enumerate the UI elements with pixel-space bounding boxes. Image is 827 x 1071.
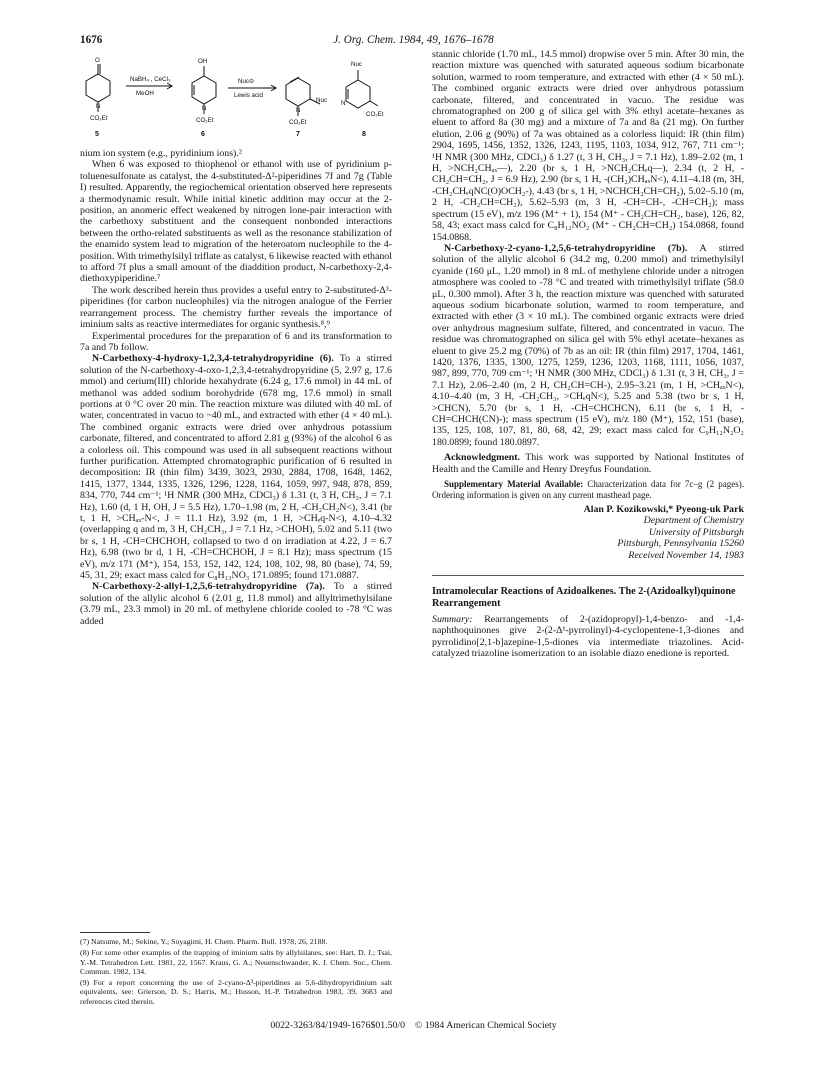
copyright-line: 0022-3263/84/1949-1676$01.50/0 © 1984 American Chemical Society: [270, 1020, 557, 1031]
ring-7: [286, 78, 310, 106]
affiliation-university: University of Pittsburgh: [648, 526, 744, 538]
procedure-heading: N-Carbethoxy-2-allyl-1,2,5,6-tetrahydropyridine (7a).: [92, 581, 325, 593]
procedure-paragraph: [432, 243, 744, 448]
nuc-label-7: Nuc: [316, 97, 328, 104]
summary-label: Summary:: [432, 614, 473, 626]
co2et-label-8: CO₂Et: [366, 111, 384, 118]
n-label-6: N: [202, 105, 207, 112]
acknowledgment: [432, 452, 744, 475]
n-label-5: N: [96, 103, 101, 110]
co2et-label-7: CO₂Et: [289, 119, 307, 126]
procedure-heading: N-Carbethoxy-2-cyano-1,2,5,6-tetrahydropyridine (7b).: [444, 242, 688, 254]
summary-text: Rearrangements of 2-(azidopropyl)-1,4-benzo- and -1,4-naphthoquinones give 2-(2-Δ¹-pyrrolinyl)-4-cyclopentene-1,3-diones and pyrrolidino[2,1-b]azepine-1,5-diones via intermediate triazolines. Acid-catalyzed triazoline isomerization to an isolable diazo enedione is reported.: [432, 614, 744, 660]
page-number: 1676: [80, 34, 103, 46]
paragraph: When 6 was exposed to thiophenol or ethanol with use of pyridinium p-toluenesulfonate as catalyst, the 4-substituted-Δ²-piperidines 7f and 7g (Table I) resulted. Apparently, the regiochemical orientation observed here represents a thermodynamic result. While initial kinetic addition may occur at the 2-position, an anomeric effect weakened by nitrogen lone-pair interaction with the carbethoxy substituent and the consequent nonbonded interactions between the ortho-related substituents as well as the resonance stabilization of the enamido system lead to migration of the heteroatom nucleophile to the 4-position. With trimethylsilyl triflate as catalyst, 6 likewise reacted with ethanol to afford 7f plus a small amount of the diaddition product, N-carbethoxy-2,4-diethoxypiperidine.⁷: [80, 159, 392, 285]
n-label-8: N: [341, 100, 346, 107]
procedure-paragraph: [80, 581, 392, 627]
author-block: [432, 504, 744, 561]
acknowledgment-text: This work was supported by National Institutes of Health and the Camille and Henry Dreyfus Foundation.: [432, 452, 744, 475]
footnote-divider: [80, 932, 150, 933]
footnote: (7) Natsume, M.; Sekine, Y.; Soyagimi, H. Chem. Pharm. Bull. 1978, 26, 2188.: [80, 937, 328, 946]
paragraph: Experimental procedures for the preparation of 6 and its transformation to 7a and 7b follow.: [80, 330, 392, 353]
oxo-label: O: [95, 57, 100, 64]
supplementary-heading: Supplementary Material Available:: [444, 479, 584, 490]
scheme-drawing: [80, 52, 392, 140]
ring-5: [86, 74, 110, 102]
reaction-scheme: [80, 52, 392, 140]
reagent-1-bottom: MeOH: [136, 90, 154, 97]
footnotes: [80, 937, 392, 1008]
author-names: Alan P. Kozikowski,* Pyeong-uk Park: [583, 504, 744, 516]
reagent-2-bottom: Lewis acid: [234, 92, 263, 99]
n-label-7: N: [296, 107, 301, 114]
footnote: (8) For some other examples of the trapping of iminium salts by allylsilanes, see: Hart, D. J.; Tsai, Y.-M. Tetrahedron Lett. 1981, 22, 1567. Kraus, G. A.; Neuenschwander, K. J. Chem. Soc., Chem. Commun. 1982, 134.: [80, 948, 392, 976]
procedure-text: A stirred solution of the allylic alcohol 6 (34.2 mg, 0.200 mmol) and trimethylsilyl cyanide (160 μL, 1.20 mmol) in 8 mL of methylene chloride under a nitrogen atmosphere was cooled to -78 °C and treated with trimethylsilyl triflate (58.0 μL, 0.300 mmol). After 3 h, the reaction mixture was quenched with saturated aqueous sodium bicarbonate solution, warmed to room temperature, and extracted with ether (3 × 10 mL). The combined organic extracts were dried over anhydrous magnesium sulfate, filtered, and concentrated in vacuo. The residue was chromatographed on silica gel with 5% ethyl acetate–hexanes as eluent to give 25.2 mg (70%) of 7b as an oil: IR (thin film) 2917, 1704, 1461, 1420, 1376, 1335, 1300, 1275, 1259, 1236, 1203, 1168, 1111, 1056, 1037, 987, 899, 770, 709 cm⁻¹; ¹H NMR (300 MHz, CDCl₃) δ 1.31 (t, 3 H, CH₃, J = 7.1 Hz), 2.06–2.40 (m, 2 H, CH₂CH=CH-), 2.95–3.21 (m, 1 H, >CHₐₓN<), 4.10–4.40 (m, 3 H, -CH₂CH₃, >CHₑqN<), 5.25 and 5.38 (two br s, 1 H, >CHCN), 5.70 (br s, 1 H, -CH=CHCHCN), 6.11 (br s, 1 H, -CH=CHCH(CN)-); mass spectrum (15 eV), m/z 180 (M⁺), 152, 151 (base), 135, 125, 108, 107, 81, 80, 68, 42, 29; exact mass calcd for C₉H₁₂N₂O₂ 180.0899; found 180.0897.: [432, 242, 744, 448]
compound-number-7: 7: [296, 131, 300, 138]
procedure-text: To a stirred solution of the N-carbethoxy-4-oxo-1,2,3,4-tetrahydropyridine (5, 2.97 g, 17.6 mmol) and cerium(III) chloride hexahydrate (6.24 g, 17.6 mmol) in 44 mL of methanol was added sodium borohydride (678 mg, 17.6 mmol) in small portions at 0 °C over 20 min. The reaction mixture was diluted with 40 mL of water, concentrated in vacuo to ~40 mL, and extracted with ether (4 × 40 mL). The combined organic extracts were dried over anhydrous potassium carbonate, filtered, and concentrated to afford 2.81 g (93%) of the alcohol 6 as a colorless oil. This compound was used in all subsequent reactions without further purification. Attempted chromatographic purification of 6 resulted in decomposition: IR (thin film) 3439, 3023, 2930, 2884, 1708, 1648, 1462, 1415, 1377, 1344, 1335, 1326, 1296, 1228, 1164, 1059, 997, 948, 878, 859, 834, 770, 744 cm⁻¹; ¹H NMR (300 MHz, CDCl₃) δ 1.31 (t, 3 H, CH₃, J = 7.1 Hz), 1.60 (d, 1 H, OH, J = 5.5 Hz), 1.70–1.98 (m, 2 H, -CH₂CH₂N<), 3.41 (br t, 1 H, >CHₐₓ-N<, J = 11.1 Hz), 3.92 (m, 1 H, >CHₑq-N<), 4.10–4.32 (overlapping q and m, 3 H, CH₂CH₃, J = 7.1 Hz, >CHOH), 5.02 and 5.11 (two br s, 1 H, -CH=CHCHOH, collapsed to two d on irradiation at 4.22, J = 6.7 Hz), 6.98 (two br d, 1 H, -CH=CHCHOH, J = 8.1 Hz); mass spectrum (15 eV), m/z 171 (M⁺), 154, 153, 152, 142, 124, 108, 102, 98, 80 (base), 74, 59, 45, 31, 29; exact mass calcd for C₈H₁₃NO₃ 171.0895; found 171.0887.: [80, 353, 392, 582]
paragraph: nium ion system (e.g., pyridinium ions).²: [80, 148, 242, 159]
compound-number-6: 6: [201, 131, 205, 138]
paragraph: The work described herein thus provides a useful entry to 2-substituted-Δ³-piperidines (for carbon nucleophiles) via the nitrogen analogue of the Ferrier rearrangement process. The chemistry further reveals the importance of iminium salts as reactive intermediates for organic synthesis.⁸,⁹: [80, 284, 392, 331]
running-header: [0, 34, 827, 50]
paragraph: stannic chloride (1.70 mL, 14.5 mmol) dropwise over 5 min. After 30 min, the reaction mixture was quenched with saturated aqueous sodium bicarbonate solution, warmed to room temperature, and extracted with ether (4 × 50 mL). The combined organic extracts were dried over anhydrous potassium carbonate, filtered, and concentrated in vacuo. The residue was chromatographed on 200 g of silica gel with 3% ethyl acetate–hexanes as eluent to afford 8a (30 mg) and a mixture of 7a and 8a (21 mg). On further elution, 2.06 g (90%) of 7a was obtained as a colorless liquid: IR (thin film) 2904, 1695, 1456, 1352, 1326, 1243, 1195, 1103, 1034, 912, 767, 711 cm⁻¹; ¹H NMR (300 MHz, CDCl₃) δ 1.27 (t, 3 H, CH₃, J = 7.1 Hz), 1.89–2.02 (m, 1 H, >NCH₂CHₐₓ—), 2.20 (br s, 1 H, >NCH₂CHₑq—), 2.34 (t, 2 H, -CH₂CH=CH₂, J = 6.9 Hz), 2.90 (br s, 1 H, -(CH₂)CHₐₓN<), 4.11–4.18 (m, 3H, -CH₂CHₑqNC(O)OCH₂-), 4.43 (br s, 1 H, >NCHCH₂CH=CH₂), 5.02–5.10 (m, 2 H, -CH₂CH=CH₂), 5.62–5.93 (m, 3 H, -CH=CH-, -CH=CH₂); mass spectrum (15 eV), m/z 196 (M⁺ + 1), 154 (M⁺ - CH₂CH=CH₂, base), 126, 82, 58, 43; exact mass calcd for C₈H₁₂NO₂ (M⁺ - CH₂CH=CH₂) 154.0868, found 154.0868.: [432, 49, 744, 243]
co2et-label-6: CO₂Et: [196, 117, 214, 124]
right-column: [432, 49, 744, 660]
article-divider: [432, 575, 744, 576]
acknowledgment-heading: Acknowledgment.: [444, 452, 520, 464]
compound-number-5: 5: [95, 131, 99, 138]
compound-number-8: 8: [362, 131, 366, 138]
oh-label: OH: [198, 58, 208, 65]
article-summary: [432, 614, 744, 660]
affiliation-location: Pittsburgh, Pennsylvania 15260: [617, 538, 744, 550]
nuc-label-8: Nuc: [351, 61, 363, 68]
article-title: Intramolecular Reactions of Azidoalkenes. The 2-(Azidoalkyl)quinone Rearrangement: [432, 586, 736, 610]
ring-6: [192, 76, 216, 104]
journal-citation: J. Org. Chem. 1984, 49, 1676–1678: [333, 34, 494, 46]
received-date: Received November 14, 1983: [628, 549, 744, 561]
procedure-heading: N-Carbethoxy-4-hydroxy-1,2,3,4-tetrahydropyridine (6).: [92, 353, 334, 365]
co2et-label-5: CO₂Et: [90, 115, 108, 122]
footnote: (9) For a report concerning the use of 2-cyano-Δ³-piperidines as 5,6-dihydropyridinium salt equivalents, see: Grierson, D. S.; Harris, M.; Husson, H.-P. Tetrahedron 1983, 39, 3683 and references cited therein.: [80, 978, 392, 1006]
ring-8: [346, 80, 370, 108]
reagent-1-top: NaBH₄ , CeCl₃: [130, 76, 171, 83]
procedure-paragraph: [80, 353, 392, 581]
procedure-text: To a stirred solution of the allylic alcohol 6 (2.01 g, 11.8 mmol) and allyltrimethylsilane (3.79 mL, 23.3 mmol) in 20 mL of methylene chloride cooled to -78 °C was added: [80, 581, 392, 627]
reagent-2-top: Nuc⊖: [238, 78, 255, 85]
supplementary-material: [432, 479, 744, 500]
supplementary-text: Characterization data for 7c–g (2 pages). Ordering information is given on any current masthead page.: [432, 479, 744, 500]
affiliation-department: Department of Chemistry: [643, 515, 744, 527]
left-column: [80, 148, 392, 627]
